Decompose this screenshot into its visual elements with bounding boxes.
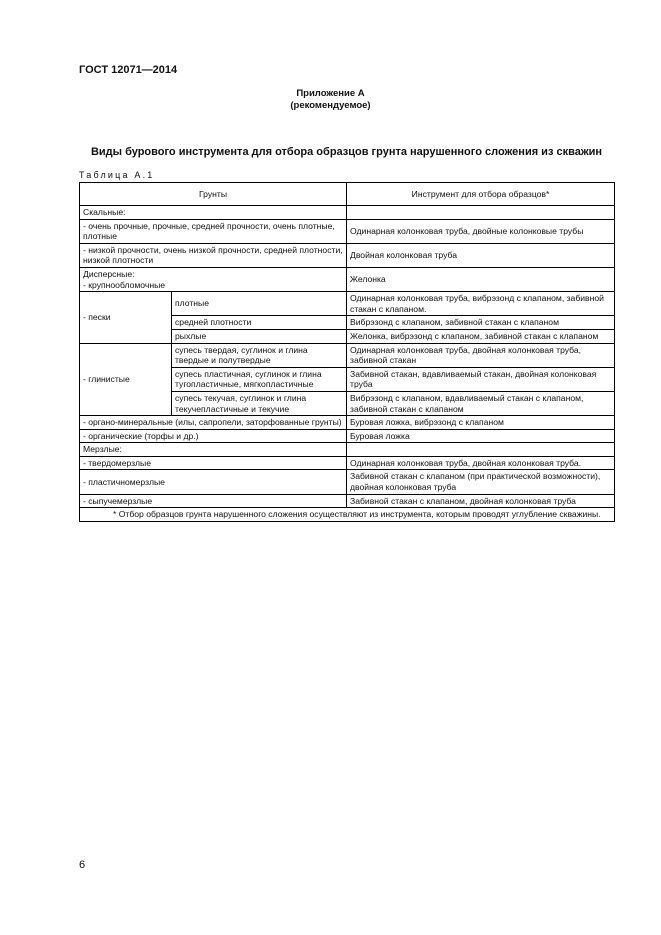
empty-cell: [347, 443, 615, 457]
table-row: [80, 267, 615, 291]
soil-subtype-cell: рыхлые: [172, 329, 347, 343]
table-row: [80, 292, 615, 316]
soil-subtype-cell: плотные: [172, 292, 347, 316]
tool-cell: Одинарная колонковая труба, двойные колонковые трубы: [347, 219, 615, 243]
tool-cell: Забивной стакан с клапаном (при практической возможности), двойная колонковая труба: [347, 470, 615, 494]
table-row: [80, 219, 615, 243]
tool-cell: Желонка, вибрэзонд с клапаном, забивной стакан с клапаном: [347, 329, 615, 343]
category-dispersed: [80, 267, 347, 291]
table-row: [80, 243, 615, 267]
soil-cell: - органические (торфы и др.): [80, 429, 347, 443]
soil-subtype-cell: супесь текучая, суглинок и глина текучепластичные и текучие: [172, 391, 347, 415]
header-soils: Грунты: [80, 183, 347, 206]
soil-cell: - пластичномерзлые: [80, 470, 347, 494]
tool-cell: Буровая ложка, вибрэзонд с клапаном: [347, 416, 615, 430]
tool-cell: Вибрэзонд с клапаном, забивной стакан с клапаном: [347, 316, 615, 330]
soil-subtype-cell: средней плотности: [172, 316, 347, 330]
page-number: 6: [79, 859, 86, 871]
tool-cell: Одинарная колонковая труба, вибрэзонд с клапаном, забивной стакан с клапаном.: [347, 292, 615, 316]
section-heading: Виды бурового инструмента для отбора образцов грунта нарушенного сложения из скважин: [90, 146, 603, 158]
document-id: ГОСТ 12071—2014: [79, 64, 178, 76]
tool-cell: Вибрэзонд с клапаном, вдавливаемый стакан с клапаном, забивной стакан с клапаном: [347, 391, 615, 415]
category-label: Дисперсные:: [83, 268, 135, 279]
soil-cell: - низкой прочности, очень низкой прочности, средней плотности, низкой плотности: [80, 243, 347, 267]
table-row: [80, 443, 615, 457]
drilling-tools-table: [79, 182, 615, 522]
soil-cell: - сыпучемерзлые: [80, 494, 347, 508]
tool-cell: Двойная колонковая труба: [347, 243, 615, 267]
category-rocky: Скальные:: [80, 206, 347, 220]
table-row: [80, 343, 615, 367]
empty-cell: [347, 206, 615, 220]
soil-cell: - органо-минеральные (илы, сапропели, заторфованные грунты): [80, 416, 347, 430]
table-row: [80, 494, 615, 508]
table-row: [80, 206, 615, 220]
table-header-row: [80, 183, 615, 206]
table-row: [80, 456, 615, 470]
tool-cell: Забивной стакан с клапаном, двойная колонковая труба: [347, 494, 615, 508]
category-frozen: Мерзлые:: [80, 443, 347, 457]
tool-cell: Забивной стакан, вдавливаемый стакан, двойная колонковая труба: [347, 367, 615, 391]
table-row: [80, 416, 615, 430]
soil-group-clays: - глинистые: [80, 343, 172, 416]
annex-label: Приложение А: [296, 88, 365, 99]
tool-cell: Одинарная колонковая труба, двойная колонковая труба.: [347, 456, 615, 470]
tool-cell: Буровая ложка: [347, 429, 615, 443]
footnote-text: * Отбор образцов грунта нарушенного сложения осуществляют из инструмента, которым проводят углубление скважины.: [113, 509, 601, 520]
soil-subtype-cell: супесь пластичная, суглинок и глина тугопластичные, мягкопластичные: [172, 367, 347, 391]
soil-subtype: - крупнообломочные: [83, 279, 166, 290]
tool-cell: Желонка: [347, 267, 615, 291]
soil-cell: - твердомерзлые: [80, 456, 347, 470]
table-row: [80, 470, 615, 494]
tool-cell: Одинарная колонковая труба, двойная колонковая труба, забивной стакан: [347, 343, 615, 367]
soil-subtype-cell: супесь твердая, суглинок и глина твердые и полутвердые: [172, 343, 347, 367]
table-row: [80, 429, 615, 443]
annex-status: (рекомендуемое): [290, 100, 371, 111]
table-caption: Таблица А.1: [79, 170, 155, 180]
soil-group-sands: - пески: [80, 292, 172, 343]
table-footnote: [80, 508, 615, 522]
table-footnote-row: [80, 508, 615, 522]
header-tool: Инструмент для отбора образцов*: [347, 183, 615, 206]
annex-title: [0, 88, 661, 112]
soil-cell: - очень прочные, прочные, средней прочности, очень плотные, плотные: [80, 219, 347, 243]
